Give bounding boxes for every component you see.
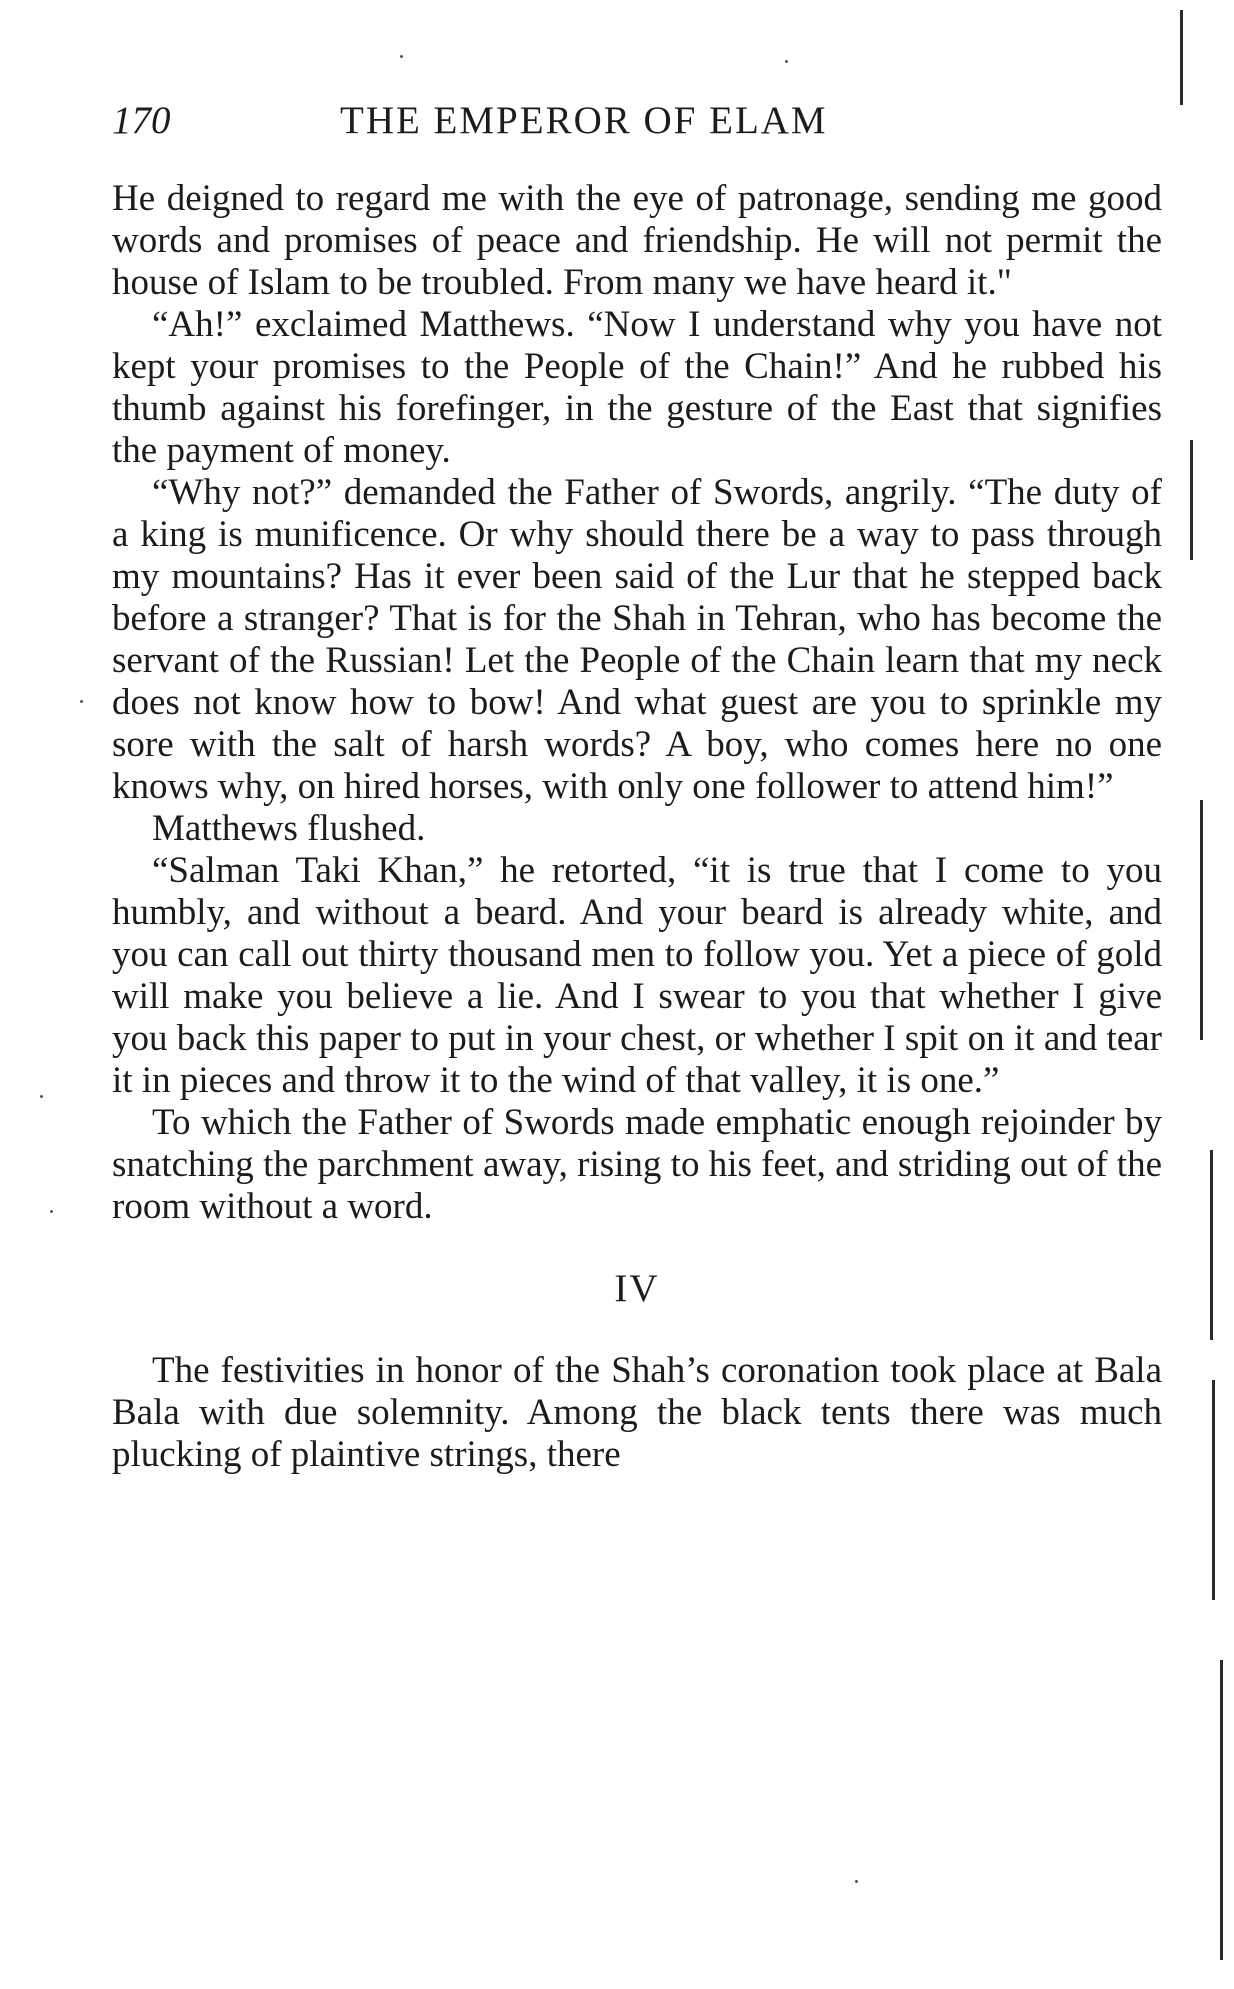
paragraph: He deigned to regard me with the eye of patronage, sending me good words and promises of peace and friendship. He will not permit the house of Islam to be troubled. From many we have heard it." bbox=[112, 178, 1162, 303]
speck bbox=[50, 1210, 53, 1213]
binding-edge-line bbox=[1180, 10, 1183, 105]
binding-edge-line bbox=[1200, 800, 1203, 1040]
section-number: IV bbox=[614, 1267, 660, 1310]
speck bbox=[80, 700, 83, 703]
speck bbox=[855, 1880, 858, 1883]
paragraph: The festivities in honor of the Shah’s coronation took place at Bala Bala with due solemnity. Among the black tents there was much plucking of plaintive strings, there bbox=[112, 1350, 1162, 1475]
body-text bbox=[112, 178, 1162, 1476]
speck bbox=[40, 1095, 43, 1098]
page-number: 170 bbox=[112, 99, 171, 142]
running-head: THE EMPEROR OF ELAM bbox=[340, 99, 828, 142]
paragraph: “Salman Taki Khan,” he retorted, “it is true that I come to you humbly, and without a beard. And your beard is already white, and you can call out thirty thousand men to follow you. Yet a piece of gold will make you believe a lie. And I swear to you that whether I give you back this paper to put in your chest, or whether I spit on it and tear it in pieces and throw it to the wind of that valley, it is one.” bbox=[112, 850, 1162, 1101]
binding-edge-line bbox=[1212, 1380, 1215, 1600]
paragraph: “Why not?” demanded the Father of Swords, angrily. “The duty of a king is munificence. Or why should there be a way to pass through my mountains? Has it ever been said of the Lur that he stepped back before a stranger? That is for the Shah in Tehran, who has become the servant of the Russian! Let the People of the Chain learn that my neck does not know how to bow! And what guest are you to sprinkle my sore with the salt of harsh words? A boy, who comes here no one knows why, on hired horses, with only one follower to attend him!” bbox=[112, 472, 1162, 807]
speck bbox=[785, 60, 788, 63]
speck bbox=[400, 55, 403, 58]
paragraph: To which the Father of Swords made emphatic enough rejoinder by snatching the parchment away, rising to his feet, and striding out of the room without a word. bbox=[112, 1102, 1162, 1227]
binding-edge-line bbox=[1210, 1150, 1213, 1340]
paragraph: Matthews flushed. bbox=[152, 808, 426, 849]
binding-edge-line bbox=[1190, 440, 1193, 560]
paragraph: “Ah!” exclaimed Matthews. “Now I understand why you have not kept your promises to the People of the Chain!” And he rubbed his thumb against his forefinger, in the gesture of the East that signifies the payment of money. bbox=[112, 304, 1162, 471]
binding-edge-line bbox=[1220, 1660, 1223, 1960]
